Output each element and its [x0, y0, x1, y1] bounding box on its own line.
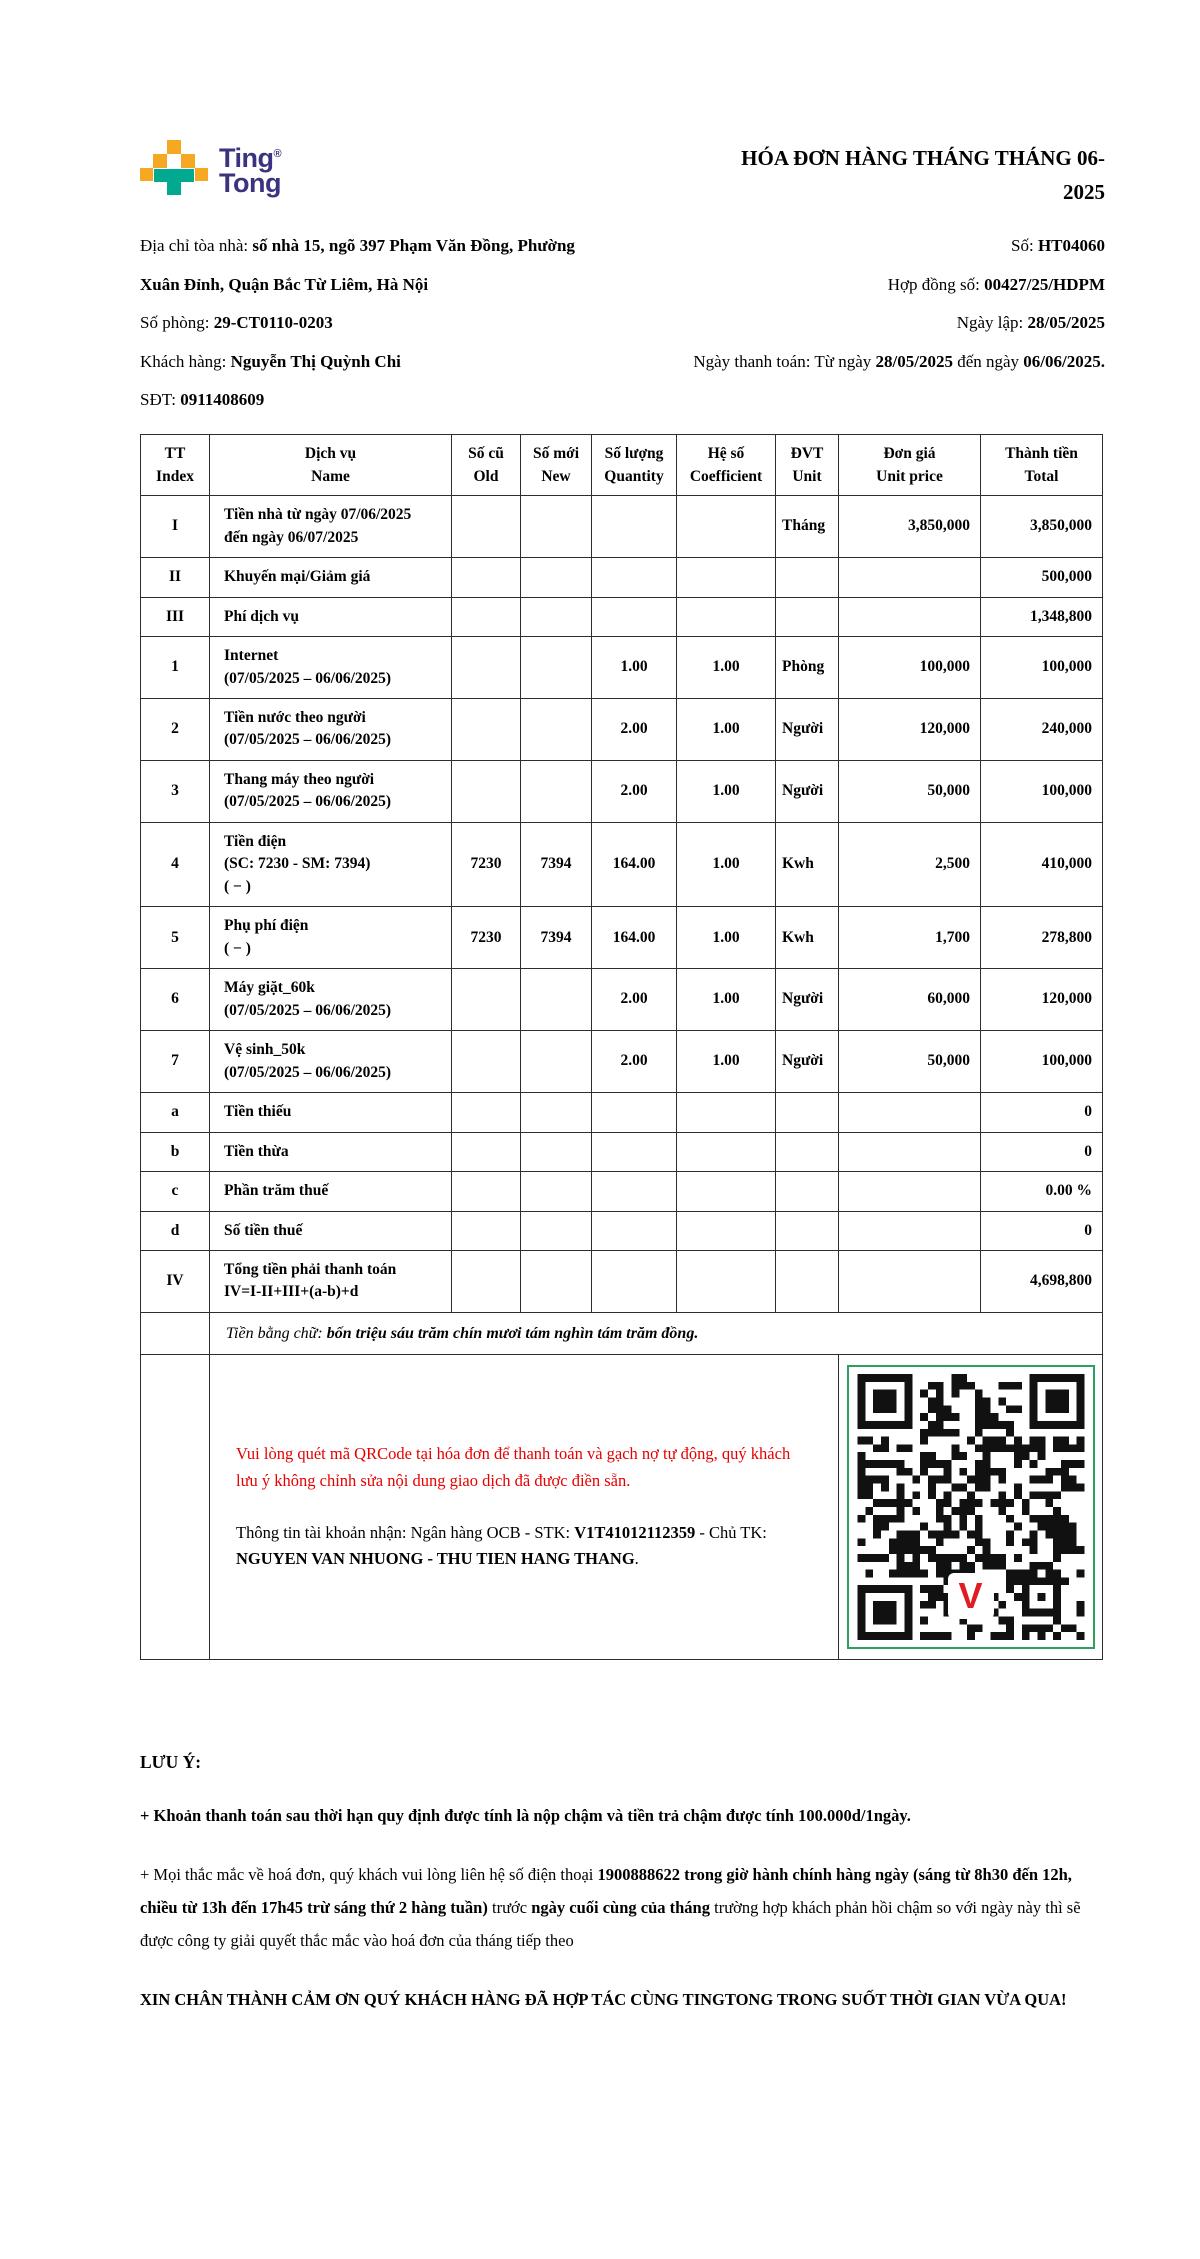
- text-part: 29-CT0110-0203: [213, 313, 333, 333]
- text-part: trường hợp khách phản hồi chậm so với ngày này thì sẽ được công ty giải quyết thắc mắc vào hoá đơn của tháng tiếp theo: [140, 1898, 1081, 1951]
- cell-new: [521, 1211, 592, 1250]
- cell-name: Phần trăm thuế: [210, 1172, 452, 1211]
- table-header-row: [141, 434, 1103, 496]
- text-part: NGUYEN VAN NHUONG - THU TIEN HANG THANG: [236, 1549, 635, 1569]
- table-row: [141, 1132, 1103, 1171]
- cell-old: [452, 699, 521, 761]
- table-row: [141, 496, 1103, 558]
- cell-new: [521, 637, 592, 699]
- text-part: SĐT:: [140, 390, 181, 410]
- cell-tt: 3: [141, 760, 210, 822]
- column-header-vi: Đơn giá: [883, 444, 936, 462]
- cell-unit: [776, 1250, 839, 1312]
- table-row: [141, 558, 1103, 597]
- notes-section: [140, 1752, 1108, 2016]
- cell-name: Tiền điện (SC: 7230 - SM: 7394) ( − ): [210, 822, 452, 906]
- cell-price: [839, 1211, 981, 1250]
- table-head: [141, 434, 1103, 496]
- cell-total: 120,000: [981, 969, 1103, 1031]
- cell-total: 0.00 %: [981, 1172, 1103, 1211]
- column-header-en: Total: [1024, 467, 1059, 485]
- cell-coef: 1.00: [677, 969, 776, 1031]
- cell-tt: 1: [141, 637, 210, 699]
- cell-price: [839, 1250, 981, 1312]
- cell-new: [521, 760, 592, 822]
- cell-total: 0: [981, 1093, 1103, 1132]
- text-part: 0911408609: [180, 390, 265, 410]
- cell-coef: 1.00: [677, 760, 776, 822]
- text-part: Thông tin tài khoản nhận: Ngân hàng OCB - STK:: [236, 1523, 575, 1543]
- cell-price: 60,000: [839, 969, 981, 1031]
- cell-old: [452, 1250, 521, 1312]
- invoice-table: [140, 434, 1103, 1660]
- text-part: Nguyễn Thị Quỳnh Chi: [230, 351, 401, 371]
- column-header-en: Quantity: [604, 467, 664, 485]
- cell-tt: 7: [141, 1031, 210, 1093]
- cell-unit: Phòng: [776, 637, 839, 699]
- text-part: + Khoản thanh toán sau thời hạn quy định được tính là nộp chậm và tiền trả chậm được tính 100.000d/1ngày.: [140, 1806, 911, 1826]
- cell-coef: 1.00: [677, 907, 776, 969]
- meta-left: [140, 227, 618, 420]
- cell-name: Số tiền thuế: [210, 1211, 452, 1250]
- cell-total: 100,000: [981, 760, 1103, 822]
- text-part: Ngày thanh toán: Từ ngày: [693, 351, 876, 371]
- logo-pixel: [154, 169, 194, 182]
- cell-old: [452, 597, 521, 636]
- cell-unit: Người: [776, 1031, 839, 1093]
- cell-unit: Kwh: [776, 822, 839, 906]
- cell-old: 7230: [452, 822, 521, 906]
- column-header: [677, 434, 776, 496]
- text-part: 28/05/2025: [1027, 313, 1105, 333]
- tingtong-logo-icon: [140, 140, 208, 196]
- cell-price: 100,000: [839, 637, 981, 699]
- cell-qty: [592, 558, 677, 597]
- column-header-vi: TT: [164, 444, 186, 462]
- table-row: [141, 907, 1103, 969]
- text-part: 1900888622 trong giờ hành chính hàng ngày (sáng từ 8h30 đến 12h, chiều từ 13h đến 17h45 trừ sáng thứ 2 hàng tuần): [140, 1865, 1072, 1918]
- column-header-en: New: [541, 467, 571, 485]
- cell-total: 278,800: [981, 907, 1103, 969]
- meta-line: [635, 343, 1105, 382]
- text-part: Số phòng:: [140, 313, 214, 333]
- text-part: Địa chỉ tòa nhà:: [140, 236, 253, 256]
- table-row: [141, 699, 1103, 761]
- cell-tt: d: [141, 1211, 210, 1250]
- note-item: [140, 1799, 1108, 1832]
- cell-total: 410,000: [981, 822, 1103, 906]
- cell-total: 0: [981, 1211, 1103, 1250]
- text-part: + Mọi thắc mắc về hoá đơn, quý khách vui lòng liên hệ số điện thoại: [140, 1865, 598, 1885]
- table-row: [141, 822, 1103, 906]
- cell-tt: I: [141, 496, 210, 558]
- cell-tt: 2: [141, 699, 210, 761]
- cell-tt: 4: [141, 822, 210, 906]
- account-info: [236, 1520, 812, 1573]
- cell-tt: 6: [141, 969, 210, 1031]
- cell-tt: IV: [141, 1250, 210, 1312]
- logo-pixel: [140, 168, 153, 181]
- text-part: HT04060: [1037, 236, 1105, 256]
- cell-new: [521, 1093, 592, 1132]
- column-header: [210, 434, 452, 496]
- cell-total: 240,000: [981, 699, 1103, 761]
- brand-name-top-line: [219, 142, 281, 171]
- cell-unit: [776, 1211, 839, 1250]
- qr-row: [141, 1355, 1103, 1660]
- tingtong-logo: [140, 140, 281, 196]
- cell-total: 4,698,800: [981, 1250, 1103, 1312]
- cell-price: [839, 1132, 981, 1171]
- cell-new: [521, 699, 592, 761]
- table-row: [141, 1211, 1103, 1250]
- text-part: 06/06/2025.: [1023, 351, 1105, 371]
- cell-old: [452, 1031, 521, 1093]
- table-row: [141, 760, 1103, 822]
- table-row: [141, 1031, 1103, 1093]
- cell-name: Thang máy theo người (07/05/2025 – 06/06/2025): [210, 760, 452, 822]
- column-header-vi: Dịch vụ: [304, 444, 357, 462]
- cell-qty: 164.00: [592, 907, 677, 969]
- column-header: [452, 434, 521, 496]
- column-header-vi: Hệ số: [707, 444, 745, 462]
- cell-name: Tiền nhà từ ngày 07/06/2025 đến ngày 06/07/2025: [210, 496, 452, 558]
- cell-total: 3,850,000: [981, 496, 1103, 558]
- cell-old: [452, 558, 521, 597]
- cell-coef: [677, 597, 776, 636]
- text-part: 00427/25/HDPM: [984, 274, 1105, 294]
- cell-old: 7230: [452, 907, 521, 969]
- cell-price: 120,000: [839, 699, 981, 761]
- cell-old: [452, 1093, 521, 1132]
- meta-line: [635, 227, 1105, 266]
- cell-new: [521, 496, 592, 558]
- cell-price: [839, 1172, 981, 1211]
- cell-new: [521, 1031, 592, 1093]
- table-row: [141, 597, 1103, 636]
- cell-qty: [592, 1093, 677, 1132]
- cell-coef: [677, 1132, 776, 1171]
- amount-words-value: bốn triệu sáu trăm chín mươi tám nghìn tám trăm đồng.: [326, 1324, 699, 1342]
- text-part: Khách hàng:: [140, 351, 231, 371]
- column-header-vi: Thành tiền: [1005, 444, 1078, 462]
- text-part: V1T41012112359: [574, 1523, 696, 1543]
- cell-unit: [776, 1172, 839, 1211]
- cell-old: [452, 760, 521, 822]
- column-header: [839, 434, 981, 496]
- table-row: [141, 1250, 1103, 1312]
- cell-new: [521, 1250, 592, 1312]
- cell-tt: c: [141, 1172, 210, 1211]
- column-header: [592, 434, 677, 496]
- brand-name-bottom: Tong: [219, 168, 281, 198]
- cell-price: [839, 597, 981, 636]
- column-header-vi: Số cũ: [468, 444, 504, 462]
- text-part: XIN CHÂN THÀNH CẢM ƠN QUÝ KHÁCH HÀNG ĐÃ HỢP TÁC CÙNG TINGTONG TRONG SUỐT THỜI GIAN VỪA QUA!: [140, 1990, 1067, 2010]
- cell-name: Internet (07/05/2025 – 06/06/2025): [210, 637, 452, 699]
- invoice-title: HÓA ĐƠN HÀNG THÁNG THÁNG 06-2025: [741, 146, 1105, 204]
- cell-tt: [141, 1355, 210, 1660]
- cell-new: [521, 1132, 592, 1171]
- text-part: Số:: [1011, 236, 1038, 256]
- column-header: [521, 434, 592, 496]
- column-header-vi: ĐVT: [790, 444, 824, 462]
- cell-name: Tiền nước theo người (07/05/2025 – 06/06/2025): [210, 699, 452, 761]
- column-header: [981, 434, 1103, 496]
- cell-total: 100,000: [981, 637, 1103, 699]
- cell-new: [521, 558, 592, 597]
- cell-old: [452, 969, 521, 1031]
- cell-name: Phụ phí điện ( − ): [210, 907, 452, 969]
- column-header-en: Unit: [792, 467, 822, 485]
- amount-in-words: [210, 1312, 1103, 1354]
- cell-coef: [677, 1211, 776, 1250]
- cell-old: [452, 1132, 521, 1171]
- text-part: Ngày lập:: [956, 313, 1028, 333]
- column-header-vi: Số mới: [532, 444, 580, 462]
- cell-coef: [677, 558, 776, 597]
- cell-qty: [592, 597, 677, 636]
- table-row: [141, 1172, 1103, 1211]
- cell-name: Vệ sinh_50k (07/05/2025 – 06/06/2025): [210, 1031, 452, 1093]
- cell-unit: [776, 1132, 839, 1171]
- logo-pixel: [153, 154, 167, 168]
- cell-qty: [592, 1132, 677, 1171]
- cell-price: 50,000: [839, 760, 981, 822]
- cell-unit: Tháng: [776, 496, 839, 558]
- cell-new: [521, 597, 592, 636]
- text-part: .: [634, 1549, 639, 1569]
- registered-mark-icon: ®: [273, 148, 282, 160]
- meta-line: [635, 266, 1105, 305]
- meta-line: [140, 227, 618, 304]
- cell-price: 3,850,000: [839, 496, 981, 558]
- meta-right: [635, 227, 1105, 420]
- qr-payment-note: Vui lòng quét mã QRCode tại hóa đơn để thanh toán và gạch nợ tự động, quý khách lưu ý không chỉnh sửa nội dung giao dịch đã được điền sẵn.: [236, 1444, 791, 1490]
- note-item: [140, 1983, 1108, 2016]
- cell-qty: [592, 1211, 677, 1250]
- cell-coef: 1.00: [677, 699, 776, 761]
- meta-section: [140, 227, 1105, 420]
- cell-total: 100,000: [981, 1031, 1103, 1093]
- qr-code: [847, 1365, 1095, 1649]
- cell-new: 7394: [521, 822, 592, 906]
- logo-pixel: [167, 182, 181, 195]
- cell-coef: 1.00: [677, 822, 776, 906]
- cell-coef: 1.00: [677, 637, 776, 699]
- logo-pixel: [167, 140, 181, 154]
- brand-name-top: Ting: [219, 143, 274, 173]
- cell-total: 500,000: [981, 558, 1103, 597]
- cell-name: Phí dịch vụ: [210, 597, 452, 636]
- text-part: Hợp đồng số:: [887, 274, 985, 294]
- cell-tt: a: [141, 1093, 210, 1132]
- table-row: [141, 969, 1103, 1031]
- cell-total: 1,348,800: [981, 597, 1103, 636]
- cell-price: [839, 1093, 981, 1132]
- cell-unit: [776, 597, 839, 636]
- column-header-en: Coefficient: [689, 467, 763, 485]
- cell-tt: b: [141, 1132, 210, 1171]
- text-part: ngày cuối cùng của tháng: [531, 1898, 710, 1918]
- cell-new: [521, 1172, 592, 1211]
- cell-old: [452, 1172, 521, 1211]
- cell-qty: [592, 1172, 677, 1211]
- table-body: [141, 496, 1103, 1660]
- column-header-en: Unit price: [876, 467, 943, 485]
- cell-tt: [141, 1312, 210, 1354]
- cell-name: Tiền thiếu: [210, 1093, 452, 1132]
- cell-unit: [776, 1093, 839, 1132]
- cell-total: 0: [981, 1132, 1103, 1171]
- cell-unit: Người: [776, 760, 839, 822]
- cell-coef: [677, 1250, 776, 1312]
- invoice-header: [140, 140, 1105, 209]
- cell-qty: 2.00: [592, 1031, 677, 1093]
- cell-old: [452, 1211, 521, 1250]
- meta-line: [635, 304, 1105, 343]
- text-part: số nhà 15, ngõ 397 Phạm Văn Đồng, Phường Xuân Đỉnh, Quận Bắc Từ Liêm, Hà Nội: [140, 236, 575, 294]
- cell-new: 7394: [521, 907, 592, 969]
- cell-coef: [677, 1172, 776, 1211]
- note-item: [140, 1858, 1108, 1957]
- cell-price: [839, 558, 981, 597]
- cell-qty: 2.00: [592, 969, 677, 1031]
- cell-qty: 2.00: [592, 760, 677, 822]
- cell-coef: [677, 1093, 776, 1132]
- cell-name: Khuyến mại/Giảm giá: [210, 558, 452, 597]
- logo-pixel: [195, 168, 208, 181]
- cell-qty: [592, 1250, 677, 1312]
- qr-v-logo: V: [948, 1573, 994, 1619]
- qr-text-cell: [210, 1355, 839, 1660]
- cell-qty: 2.00: [592, 699, 677, 761]
- notes-heading: LƯU Ý:: [140, 1752, 202, 1773]
- cell-unit: Người: [776, 969, 839, 1031]
- column-header-vi: Số lượng: [604, 444, 664, 462]
- cell-coef: [677, 496, 776, 558]
- cell-qty: 164.00: [592, 822, 677, 906]
- table-row: [141, 637, 1103, 699]
- cell-name: Tiền thừa: [210, 1132, 452, 1171]
- cell-new: [521, 969, 592, 1031]
- tingtong-wordmark: [219, 142, 281, 196]
- cell-price: 50,000: [839, 1031, 981, 1093]
- notes-list: [140, 1799, 1108, 2016]
- amount-in-words-row: [141, 1312, 1103, 1354]
- text-part: đến ngày: [952, 351, 1024, 371]
- cell-coef: 1.00: [677, 1031, 776, 1093]
- text-part: 28/05/2025: [875, 351, 953, 371]
- meta-line: [140, 304, 618, 343]
- cell-unit: Kwh: [776, 907, 839, 969]
- cell-price: 1,700: [839, 907, 981, 969]
- cell-name: Tổng tiền phải thanh toán IV=I-II+III+(a-b)+d: [210, 1250, 452, 1312]
- meta-line: [140, 343, 618, 382]
- column-header-en: Name: [311, 467, 350, 485]
- column-header-en: Index: [156, 467, 194, 485]
- logo-pixel: [181, 154, 195, 168]
- table-row: [141, 1093, 1103, 1132]
- qr-cell: [839, 1355, 1103, 1660]
- column-header: [776, 434, 839, 496]
- column-header: [141, 434, 210, 496]
- text-part: - Chủ TK:: [695, 1523, 767, 1543]
- meta-line: [140, 381, 618, 420]
- cell-name: Máy giặt_60k (07/05/2025 – 06/06/2025): [210, 969, 452, 1031]
- column-header-en: Old: [473, 467, 499, 485]
- cell-tt: III: [141, 597, 210, 636]
- text-part: trước: [487, 1898, 532, 1918]
- cell-price: 2,500: [839, 822, 981, 906]
- cell-tt: 5: [141, 907, 210, 969]
- cell-tt: II: [141, 558, 210, 597]
- cell-qty: 1.00: [592, 637, 677, 699]
- cell-qty: [592, 496, 677, 558]
- cell-old: [452, 637, 521, 699]
- amount-words-label: Tiền bằng chữ:: [226, 1324, 327, 1342]
- cell-unit: [776, 558, 839, 597]
- cell-old: [452, 496, 521, 558]
- cell-unit: Người: [776, 699, 839, 761]
